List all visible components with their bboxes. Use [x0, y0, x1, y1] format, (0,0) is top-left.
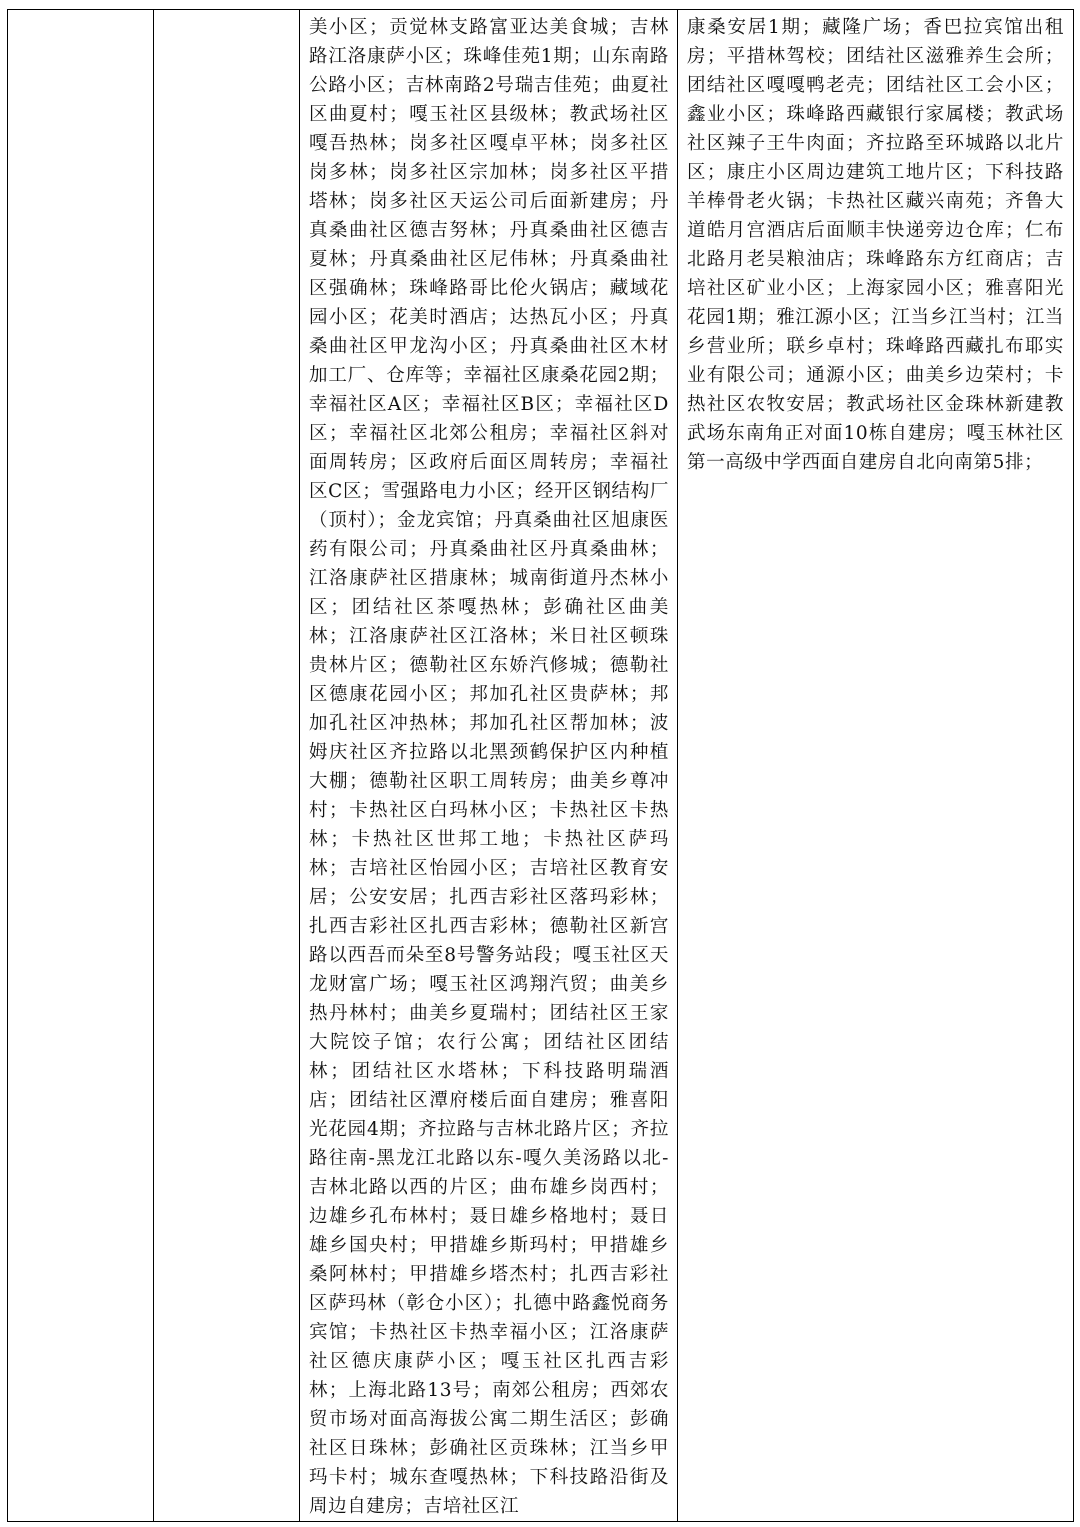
cell-text-column-4: 康桑安居1期；藏隆广场；香巴拉宾馆出租房；平措林驾校；团结社区滋雅养生会所；团结社区嘎嘎鸭老壳；团结社区工会小区；鑫业小区；珠峰路西藏银行家属楼；教武场社区辣子王牛肉面；齐拉路至环城路以北片区；康庄小区周边建筑工地片区；下科技路羊棒骨老火锅；卡热社区藏兴南苑；齐鲁大道皓月宫酒店后面顺丰快递旁边仓库；仁布北路月老吴粮油店；珠峰路东方红商店；吉培社区矿业小区；上海家园小区；雅喜阳光花园1期；雅江源小区；江当乡江当村；江当乡营业所；联乡卓村；珠峰路西藏扎布耶实业有限公司；通源小区；曲美乡边荣村；卡热社区农牧安居；教武场社区金珠林新建教武场东南角正对面10栋自建房；嘎玉林社区第一高级中学西面自建房自北向南第5排；: [687, 17, 1064, 473]
table-cell-column-3: [300, 10, 678, 1522]
location-table: [7, 9, 1074, 1522]
table-cell-column-2: [154, 10, 300, 1522]
cell-text-column-3: 美小区；贡觉林支路富亚达美食城；吉林路江洛康萨小区；珠峰佳苑1期；山东南路公路小区；吉林南路2号瑞吉佳苑；曲夏社区曲夏村；嘎玉社区县级林；教武场社区嘎吾热林；岗多社区嘎卓平林；岗多社区岗多林；岗多社区宗加林；岗多社区平措塔林；岗多社区天运公司后面新建房；丹真桑曲社区德吉努林；丹真桑曲社区德吉夏林；丹真桑曲社区尼伟林；丹真桑曲社区强确林；珠峰路哥比伦火锅店；藏域花园小区；花美时酒店；达热瓦小区；丹真桑曲社区甲龙沟小区；丹真桑曲社区木材加工厂、仓库等；幸福社区康桑花园2期；幸福社区A区；幸福社区B区；幸福社区D区；幸福社区北郊公租房；幸福社区斜对面周转房；区政府后面区周转房；幸福社区C区；雪强路电力小区；经开区钢结构厂（顶村）；金龙宾馆；丹真桑曲社区旭康医药有限公司；丹真桑曲社区丹真桑曲林；江洛康萨社区措康林；城南街道丹杰林小区；团结社区茶嘎热林；彭确社区曲美林；江洛康萨社区江洛林；米日社区顿珠贵林片区；德勒社区东娇汽修城；德勒社区德康花园小区；邦加孔社区贵萨林；邦加孔社区冲热林；邦加孔社区帮加林；波姆庆社区齐拉路以北黑颈鹤保护区内种植大棚；德勒社区职工周转房；曲美乡尊冲村；卡热社区白玛林小区；卡热社区卡热林；卡热社区世邦工地；卡热社区萨玛林；吉培社区怡园小区；吉培社区教育安居；公安安居；扎西吉彩社区落玛彩林；扎西吉彩社区扎西吉彩林；德勒社区新宫路以西吾而朵至8号警务站段；嘎玉社区天龙财富广场；嘎玉社区鸿翔汽贸；曲美乡热丹林村；曲美乡夏瑞村；团结社区王家大院饺子馆；农行公寓；团结社区团结林；团结社区水塔林；下科技路明瑞酒店；团结社区潭府楼后面自建房；雅喜阳光花园4期；齐拉路与吉林北路片区；齐拉路往南-黑龙江北路以东-嘎久美汤路以北-吉林北路以西的片区；曲布雄乡岗西村；边雄乡孔布林村；聂日雄乡格地村；聂日雄乡国央村；甲措雄乡斯玛村；甲措雄乡桑阿林村；甲措雄乡塔杰村；扎西吉彩社区萨玛林（彰仓小区）；扎德中路鑫悦商务宾馆；卡热社区卡热幸福小区；江洛康萨社区德庆康萨小区；嘎玉社区扎西吉彩林；上海北路13号；南郊公租房；西郊农贸市场对面高海拔公寓二期生活区；彭确社区日珠林；彭确社区贡珠林；江当乡甲玛卡村；城东查嘎热林；下科技路沿街及周边自建房；吉培社区江: [309, 17, 669, 1517]
table-cell-column-4: [678, 10, 1074, 1522]
table-row: [8, 10, 1074, 1522]
table-cell-column-1: [8, 10, 154, 1522]
